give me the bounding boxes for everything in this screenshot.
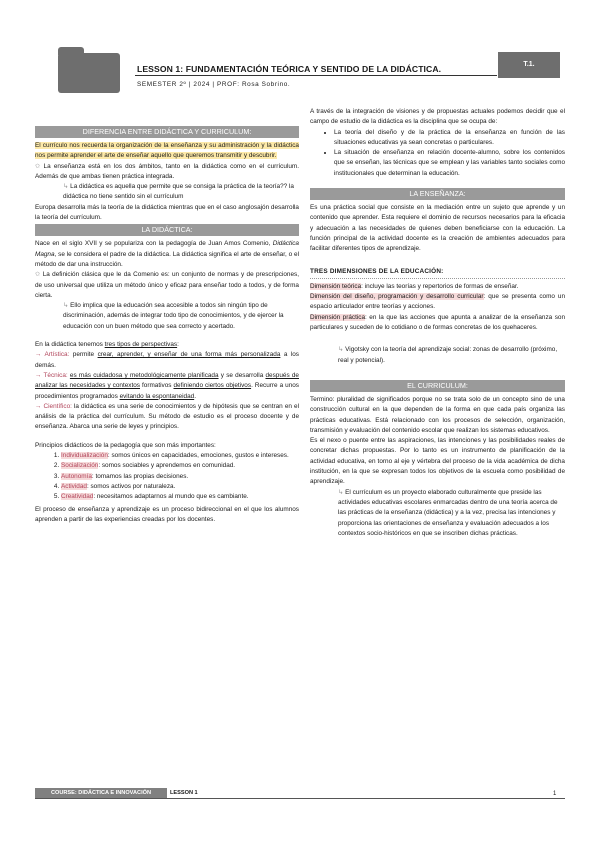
curriculum-paragraph-2: Es el nexo o puente entre las aspiraciones, las intenciones y las posibilidades reales de concretar dichas propuestas. Por lo tanto es un instrumento de planificación de la actividad educativa, en torno al eje y vértebra del proceso de la vida académica de dicha institución, en la que se expresan todos los objetivos de la escuela como posibilidad de aprendizaje. [310, 437, 565, 486]
principle-text: : tomamos las propias decisiones. [91, 472, 189, 480]
ensenanza-text: Es una práctica social que consiste en la mediación entre un sujeto que aprende y un contenido que aprender. Esta requiere el dominio de recursos necesarios para la eficacia y adecuación a las necesidades de quienes deben beneficiarse con la educación. La función principal de la actividad docente es la creación de ambientes adecuados para facilitar diferentes tipos de aprendizaje. [310, 204, 565, 253]
star-note: La enseñanza está en los dos ámbitos, tanto en la didáctica como en el currículum. Además de que ambas tienen práctica integrada. [35, 162, 299, 180]
artistic-text-end: a los demás. [35, 351, 300, 369]
dimension-term: Dimensión del diseño, programación y desarrollo curricular [310, 293, 484, 301]
technical-underline-1: es más cuidadosa y metodológicamente planificada [69, 371, 219, 379]
left-column [35, 126, 299, 525]
subarrow-icon: ↳ [338, 346, 346, 354]
dimension-text: : incluye las teorías y repertorios de formas de enseñar. [361, 282, 519, 290]
section-title-curriculum: EL CURRICULUM: [310, 380, 565, 392]
dimension-term: Dimensión práctica [310, 313, 366, 321]
right-column [310, 107, 565, 539]
topic-tag: T.1. [498, 52, 560, 78]
star-icon: ✩ [35, 271, 43, 279]
artistic-underline: crear, aprender, y enseñar de una forma más personalizada [97, 351, 281, 359]
principle-term: Individualización [61, 452, 108, 460]
vigotsky-note: Vigotsky con la teoría del aprendizaje social: zonas de desarrollo (próximo, real y potencial). [338, 346, 558, 364]
principles-intro: Principios didácticos de la pedagogía que son más importantes: [35, 441, 216, 449]
dimension-text: : en la que las acciones que apunta a analizar de la enseñanza son particulares y suceden de lo cotidiano o de formas concretas de los quehaceres. [310, 313, 565, 332]
perspectives-intro: En la didáctica tenemos [35, 341, 103, 349]
sub-note: La didáctica es aquella que permite que se consiga la práctica de la teoría?? la didáctica no tiene sentido sin el currículum [63, 183, 294, 201]
section-title-ensenanza: LA ENSEÑANZA: [310, 188, 565, 200]
footer-divider [35, 798, 565, 799]
list-item [61, 451, 299, 461]
list-item [61, 472, 299, 482]
didactica-magna: Didáctica Magna [35, 240, 299, 258]
principle-term: Socialización [61, 462, 99, 470]
title-divider [135, 75, 497, 76]
discipline-bullets [310, 128, 565, 179]
technical-label: → Técnica: [35, 371, 68, 379]
subarrow-icon: ↳ [63, 302, 71, 310]
perspectives-underline: tres tipos de perspectivas [104, 341, 178, 349]
star-icon: ✩ [35, 162, 44, 170]
list-item [61, 461, 299, 471]
principle-term: Autonomía [61, 472, 92, 480]
principle-text: : somos activos por naturaleza. [86, 482, 176, 490]
perspectives-colon: : [177, 341, 179, 349]
footer-lesson: LESSON 1 [170, 790, 198, 796]
subarrow-icon: ↳ [338, 488, 346, 496]
didactica-text-cont: , se le considera el padre de la didáctica. La didáctica significa el arte de enseñar, o el método de dar una instrucción. [35, 250, 299, 268]
section-title-didactica-curriculum: DIFERENCIA ENTRE DIDÁCTICA Y CURRICULUM: [35, 126, 299, 138]
section-title-didactica: LA DIDÁCTICA: [35, 224, 299, 236]
principle-text: : somos únicos en capacidades, emociones, gustos e intereses. [107, 452, 289, 460]
semester-line: SEMESTER 2º | 2024 | PROF: Rosa Sobrino. [137, 81, 291, 88]
list-item: • La situación de enseñanza en relación docente-alumno, sobre los contenidos que se enseñan, las técnicas que se emplean y las variables tanto sociales como institucionales que determinan la educación. [334, 148, 565, 179]
technical-underline-2: después de analizar las necesidades y contextos [35, 371, 299, 390]
europe-paragraph: Europa desarrolla más la teoría de la didáctica mientras que en el caso anglosajón desarrolla la teoría del currículum. [35, 203, 299, 222]
technical-text-2: formativos [140, 382, 172, 390]
scientific-label: → Científico: [35, 402, 72, 410]
lesson-title: LESSON 1: FUNDAMENTACIÓN TEÓRICA Y SENTIDO DE LA DIDÁCTICA. [137, 64, 442, 74]
technical-text-4: . [194, 392, 196, 400]
technical-underline-4: evitando la espontaneidad [119, 392, 195, 400]
scientific-text: la didáctica es una serie de conocimientos y de hipótesis que se centran en el análisis de la práctica del currículum. Su método de estudio es el proceso docente y de enseñanza. Abarca una serie de leyes y principios. [35, 402, 299, 431]
subarrow-icon: ↳ [63, 183, 71, 191]
principle-text: : necesitamos adaptarnos al mundo que es cambiante. [93, 493, 249, 501]
list-item [61, 482, 299, 492]
artistic-text: permite [69, 351, 95, 359]
comenio-implication: Ello implica que la educación sea accesible a todos sin ningún tipo de discriminación, además de integrar todo tipo de conocimientos, y de ejercer la educación con un buen método que sea correcto y acertado. [63, 302, 284, 330]
artistic-label: → Artística: [35, 351, 70, 359]
footer-course: COURSE: DIDÁCTICA E INNOVACIÓN [35, 788, 167, 798]
didactica-text: Nace en el siglo XVII y se populariza con la pedagogía de Juan Amos Comenio, [35, 240, 273, 248]
list-item: • La teoría del diseño y de la práctica de la enseñanza en función de las situaciones educativas ya sean concretas o particulares. [334, 128, 565, 149]
list-item [61, 492, 299, 502]
principle-term: Actividad [61, 482, 87, 490]
principle-term: Creatividad [61, 493, 94, 501]
intro-highlight: El currículo nos recuerda la organización de la enseñanza y su administración y la didáctica nos permite aprender el arte de enseñar aquello que queremos transmitir y descubrir. [35, 142, 299, 160]
discipline-intro: A través de la integración de visiones y de propuestas actuales podemos decidir que el campo de estudio de la didáctica es la disciplina que se ocupa de: [310, 108, 565, 126]
technical-text-1: y se desarrolla [218, 371, 264, 379]
dimension-term: Dimensión teórica [310, 282, 362, 290]
principles-list [35, 451, 299, 502]
page-number: 1 [553, 791, 557, 797]
comenio-definition: La definición clásica que le da Comenio es: un conjunto de normas y de prescripciones, de uso universal que utiliza un método único y eficaz para enseñar todo a todos, y de forma cierta. [35, 271, 299, 299]
technical-underline-3: definiendo ciertos objetivos [173, 382, 252, 390]
curriculum-paragraph-1: Termino: pluralidad de significados porque no se trata solo de un concepto sino de una construcción cultural en la que dependen de la forma en que cada país organiza las prácticas educativas. Está relacionado con los procesos de selección, organización, transmisión y evaluación del contenido escolar que realizan los sistemas educativos. [310, 395, 565, 434]
dimensions-divider [310, 278, 565, 279]
folder-icon [58, 53, 120, 93]
dimension-text: : que se presenta como un espacio articulador entre teorías y acciones. [310, 293, 566, 311]
principle-text: : somos sociables y aprendemos en comunidad. [98, 462, 236, 470]
closing-paragraph: El proceso de enseñanza y aprendizaje es un proceso bidireccional en el que los alumnos aprenden a partir de las experiencias creadas por los docentes. [35, 505, 299, 523]
section-title-dimensions: TRES DIMENSIONES DE LA EDUCACIÓN: [310, 267, 444, 275]
curriculum-definition: El currículum es un proyecto elaborado culturalmente que preside las actividades educativas escolares enmarcadas dentro de una teoría acerca de las prácticas de la enseñanza (didáctica) y a la vez, precisa las intenciones y proporciona las orientaciones de enseñanza y evaluación adecuados a los contextos socio-históricos en que se inscriben dichas prácticas. [338, 488, 558, 537]
technical-text-3: . Recurre a unos procedimientos programados [35, 382, 299, 400]
